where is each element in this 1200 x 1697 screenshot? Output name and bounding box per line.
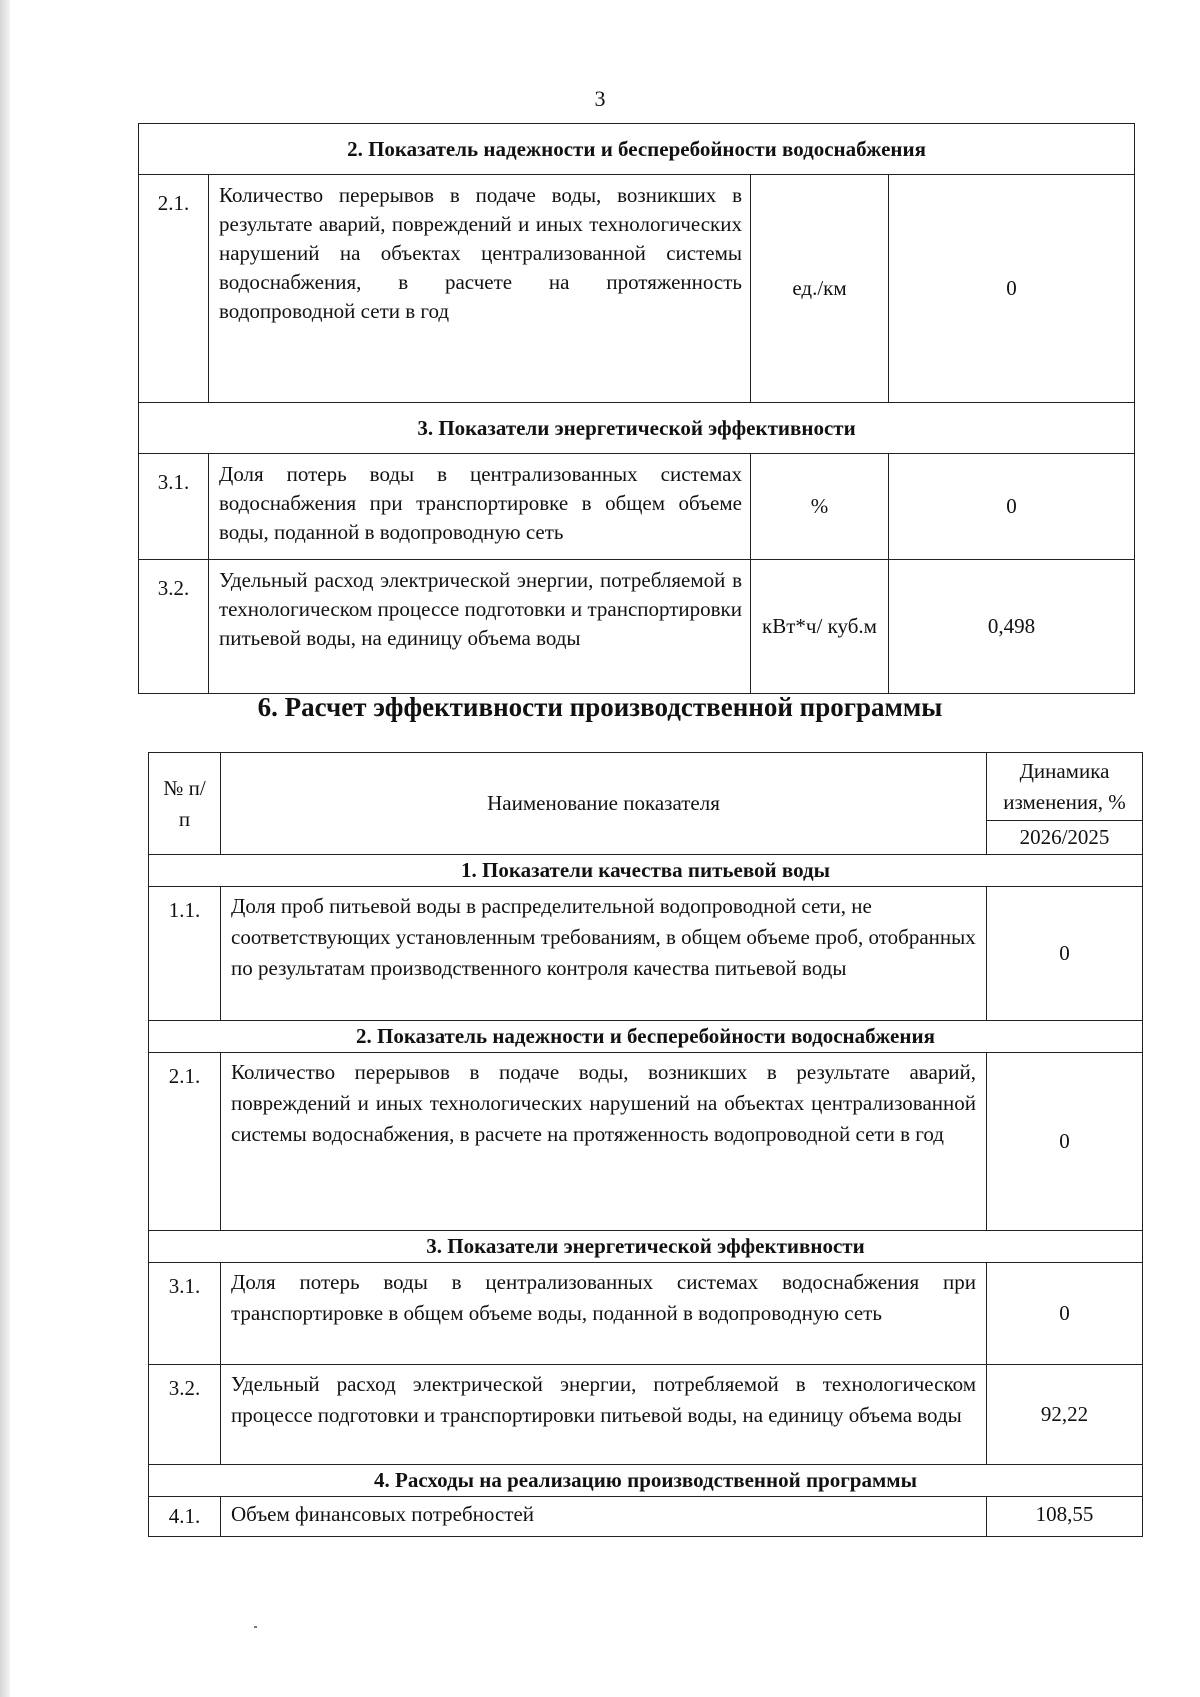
table-row: [139, 454, 1135, 560]
indicator-value: 0: [889, 175, 1135, 403]
section-title: 3. Показатели энергетической эффективности: [139, 403, 1135, 454]
table-row: [149, 1497, 1143, 1537]
header-dynamics: Динамика изменения, %: [987, 753, 1143, 821]
page-number: 3: [594, 86, 606, 111]
row-number: 2.1.: [149, 1053, 221, 1231]
section-title: 2. Показатель надежности и бесперебойности водоснабжения: [149, 1021, 1143, 1053]
section-header-row: [149, 855, 1143, 887]
section-header-row: [139, 124, 1135, 175]
indicator-name: Удельный расход электрической энергии, потребляемой в технологическом процессе подготовки и транспортировки питьевой воды, на единицу объема воды: [209, 560, 751, 694]
section-heading: 6. Расчет эффективности производственной программы: [257, 692, 943, 722]
table-row: [149, 1053, 1143, 1231]
section-title: 4. Расходы на реализацию производственной программы: [149, 1465, 1143, 1497]
section-title: 3. Показатели энергетической эффективности: [149, 1231, 1143, 1263]
row-number: 3.1.: [149, 1263, 221, 1365]
indicator-name: Количество перерывов в подаче воды, возникших в результате аварий, повреждений и иных технологических нарушений на объектах централизованной системы водоснабжения, в расчете на протяженность водопроводной сети в год: [209, 175, 751, 403]
table-row: [139, 560, 1135, 694]
table-header-row: [149, 753, 1143, 821]
row-number: 1.1.: [149, 887, 221, 1021]
header-number: № п/п: [149, 753, 221, 855]
section-title: 1. Показатели качества питьевой воды: [149, 855, 1143, 887]
indicator-value: 108,55: [987, 1497, 1143, 1537]
section-header-row: [139, 403, 1135, 454]
table-row: [149, 887, 1143, 1021]
indicator-name: Доля проб питьевой воды в распределительной водопроводной сети, не соответствующих установленным требованиям, в общем объеме проб, отобранных по результатам производственного контроля качества питьевой воды: [221, 887, 987, 1021]
unit-of-measure: %: [751, 454, 889, 560]
indicator-value: 0: [987, 887, 1143, 1021]
indicator-name: Количество перерывов в подаче воды, возникших в результате аварий, повреждений и иных технологических нарушений на объектах централизованной системы водоснабжения, в расчете на протяженность водопроводной сети в год: [221, 1053, 987, 1231]
indicator-value: 0: [987, 1053, 1143, 1231]
section-header-row: [149, 1021, 1143, 1053]
indicator-value: 0: [987, 1263, 1143, 1365]
scan-speck: [254, 1626, 257, 1628]
row-number: 2.1.: [139, 175, 209, 403]
indicator-name: Объем финансовых потребностей: [221, 1497, 987, 1537]
row-number: 4.1.: [149, 1497, 221, 1537]
row-number: 3.2.: [149, 1365, 221, 1465]
table-row: [149, 1263, 1143, 1365]
indicator-value: 0,498: [889, 560, 1135, 694]
section-header-row: [149, 1465, 1143, 1497]
indicator-value: 92,22: [987, 1365, 1143, 1465]
header-indicator-name: Наименование показателя: [221, 753, 987, 855]
section-header-row: [149, 1231, 1143, 1263]
unit-of-measure: кВт*ч/ куб.м: [751, 560, 889, 694]
efficiency-table: [148, 752, 1143, 1537]
indicator-name: Доля потерь воды в централизованных системах водоснабжения при транспортировке в общем объеме воды, поданной в водопроводную сеть: [209, 454, 751, 560]
row-number: 3.1.: [139, 454, 209, 560]
row-number: 3.2.: [139, 560, 209, 694]
section-title: 2. Показатель надежности и бесперебойности водоснабжения: [139, 124, 1135, 175]
indicator-name: Доля потерь воды в централизованных системах водоснабжения при транспортировке в общем объеме воды, поданной в водопроводную сеть: [221, 1263, 987, 1365]
indicator-name: Удельный расход электрической энергии, потребляемой в технологическом процессе подготовки и транспортировки питьевой воды, на единицу объема воды: [221, 1365, 987, 1465]
table-row: [139, 175, 1135, 403]
scan-edge: [0, 0, 10, 1697]
unit-of-measure: ед./км: [751, 175, 889, 403]
header-period: 2026/2025: [987, 821, 1143, 855]
table-row: [149, 1365, 1143, 1465]
indicator-value: 0: [889, 454, 1135, 560]
indicators-table-continuation: [138, 123, 1135, 694]
